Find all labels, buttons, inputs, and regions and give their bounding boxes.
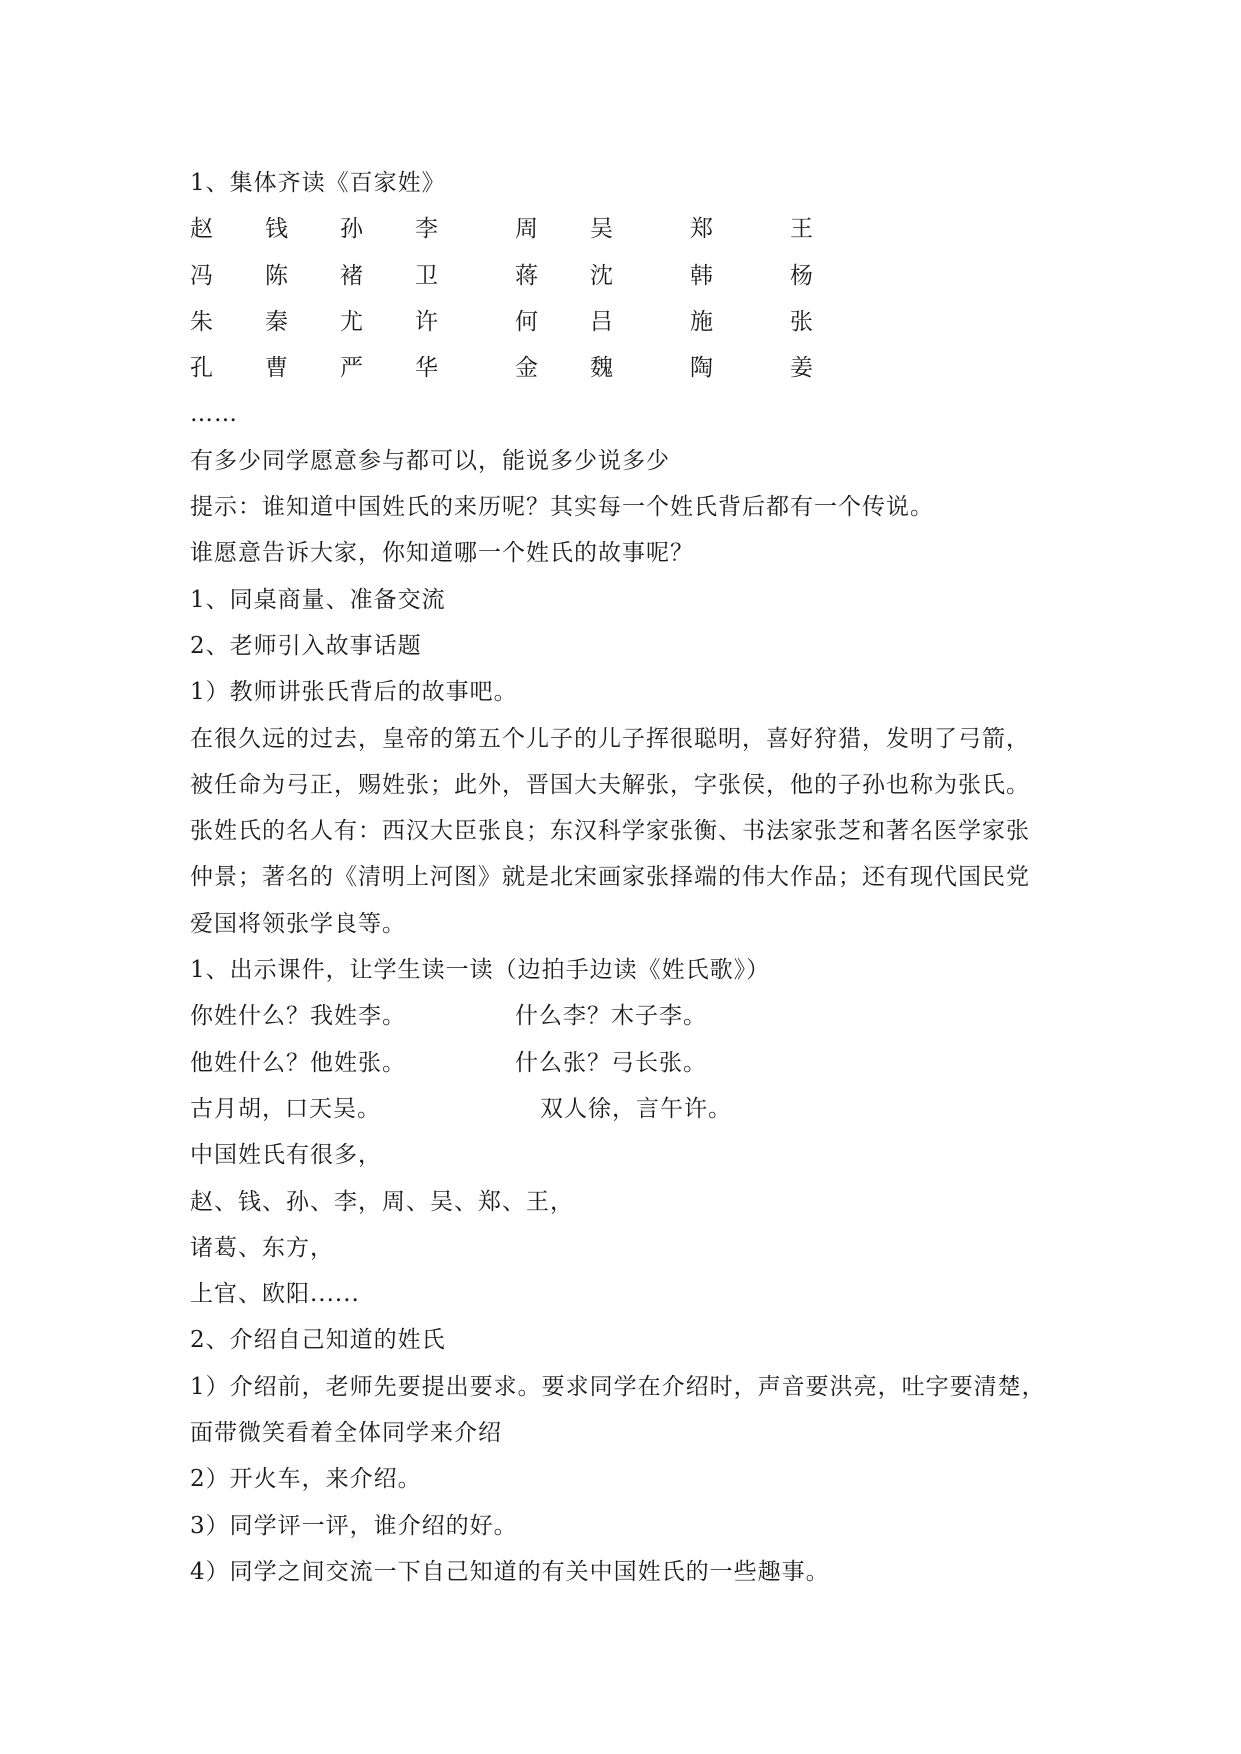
surname-cell: 金 — [515, 355, 538, 382]
surname-cell: 魏 — [590, 355, 613, 382]
song-line: 你姓什么？我姓李。 — [190, 1003, 406, 1030]
ellipsis: …… — [190, 401, 238, 428]
surname-cell: 朱 — [190, 308, 213, 335]
surname-cell: 郑 — [690, 216, 713, 243]
step-item: 2）开火车，来介绍。 — [190, 1466, 422, 1493]
surname-cell: 卫 — [415, 262, 438, 289]
story-line: 被任命为弓正，赐姓张；此外，晋国大夫解张，字张侯，他的子孙也称为张氏。 — [190, 771, 1030, 798]
paragraph: 有多少同学愿意参与都可以，能说多少说多少 — [190, 447, 670, 474]
surname-row — [190, 345, 1090, 391]
document-page — [190, 160, 1090, 1595]
story-line: 爱国将领张学良等。 — [190, 910, 406, 937]
step-item: 1、同桌商量、准备交流 — [190, 586, 446, 613]
paragraph: 赵、钱、孙、李，周、吴、郑、王， — [190, 1188, 574, 1215]
song-row — [190, 1040, 1090, 1086]
paragraph: 谁愿意告诉大家，你知道哪一个姓氏的故事呢？ — [190, 540, 694, 567]
surname-cell: 严 — [340, 355, 363, 382]
section-heading-baijiaxing: 1、集体齐读《百家姓》 — [190, 170, 446, 196]
surname-row — [190, 253, 1090, 299]
story-line: 张姓氏的名人有：西汉大臣张良；东汉科学家张衡、书法家张芝和著名医学家张 — [190, 818, 1030, 845]
surname-cell: 施 — [690, 308, 713, 335]
surname-cell: 孔 — [190, 355, 213, 382]
surname-cell: 杨 — [790, 262, 813, 289]
song-line: 什么张？弓长张。 — [515, 1049, 707, 1076]
song-line: 什么李？木子李。 — [515, 1003, 707, 1030]
song-line: 他姓什么？他姓张。 — [190, 1049, 406, 1076]
surname-cell: 姜 — [790, 355, 813, 382]
surname-cell: 秦 — [265, 308, 288, 335]
step-item: 1、出示课件，让学生读一读（边拍手边读《姓氏歌》） — [190, 957, 771, 984]
step-item: 1）介绍前，老师先要提出要求。要求同学在介绍时，声音要洪亮，吐字要清楚， — [190, 1373, 1046, 1400]
surname-cell: 赵 — [190, 216, 213, 243]
surname-row — [190, 299, 1090, 345]
surname-cell: 吴 — [590, 216, 613, 243]
paragraph: 诸葛、东方， — [190, 1234, 334, 1261]
song-line: 双人徐，言午许。 — [540, 1095, 732, 1122]
surname-cell: 吕 — [590, 308, 613, 335]
surname-cell: 沈 — [590, 262, 613, 289]
paragraph: 中国姓氏有很多， — [190, 1142, 382, 1169]
step-item: 4）同学之间交流一下自己知道的有关中国姓氏的一些趣事。 — [190, 1558, 830, 1585]
surname-cell: 曹 — [265, 355, 288, 382]
song-line: 古月胡， — [190, 1095, 286, 1122]
song-line: 口天吴。 — [285, 1095, 381, 1122]
surname-cell: 蒋 — [515, 262, 538, 289]
surname-cell: 华 — [415, 355, 438, 382]
step-item: 1）教师讲张氏背后的故事吧。 — [190, 679, 518, 706]
surname-cell: 张 — [790, 308, 813, 335]
surname-cell: 周 — [515, 216, 538, 243]
step-item: 2、介绍自己知道的姓氏 — [190, 1327, 446, 1354]
surname-cell: 陈 — [265, 262, 288, 289]
surname-cell: 王 — [790, 216, 813, 243]
surname-cell: 褚 — [340, 262, 363, 289]
surname-cell: 尤 — [340, 308, 363, 335]
paragraph: 上官、欧阳...... — [190, 1281, 360, 1308]
surname-cell: 孙 — [340, 216, 363, 243]
surname-cell: 陶 — [690, 355, 713, 382]
surname-cell: 冯 — [190, 262, 213, 289]
step-item: 2、老师引入故事话题 — [190, 632, 422, 659]
song-row — [190, 1086, 1090, 1132]
song-row — [190, 993, 1090, 1039]
surname-cell: 李 — [415, 216, 438, 243]
surname-cell: 何 — [515, 308, 538, 335]
surname-cell: 钱 — [265, 216, 288, 243]
surname-cell: 许 — [415, 308, 438, 335]
paragraph: 面带微笑看着全体同学来介绍 — [190, 1420, 502, 1447]
story-line: 在很久远的过去，皇帝的第五个儿子的儿子挥很聪明，喜好狩猎，发明了弓箭， — [190, 725, 1030, 752]
step-item: 3）同学评一评，谁介绍的好。 — [190, 1512, 518, 1539]
story-line: 仲景；著名的《清明上河图》就是北宋画家张择端的伟大作品；还有现代国民党 — [190, 864, 1030, 891]
surname-row — [190, 206, 1090, 252]
paragraph: 提示：谁知道中国姓氏的来历呢？其实每一个姓氏背后都有一个传说。 — [190, 494, 934, 521]
surname-cell: 韩 — [690, 262, 713, 289]
